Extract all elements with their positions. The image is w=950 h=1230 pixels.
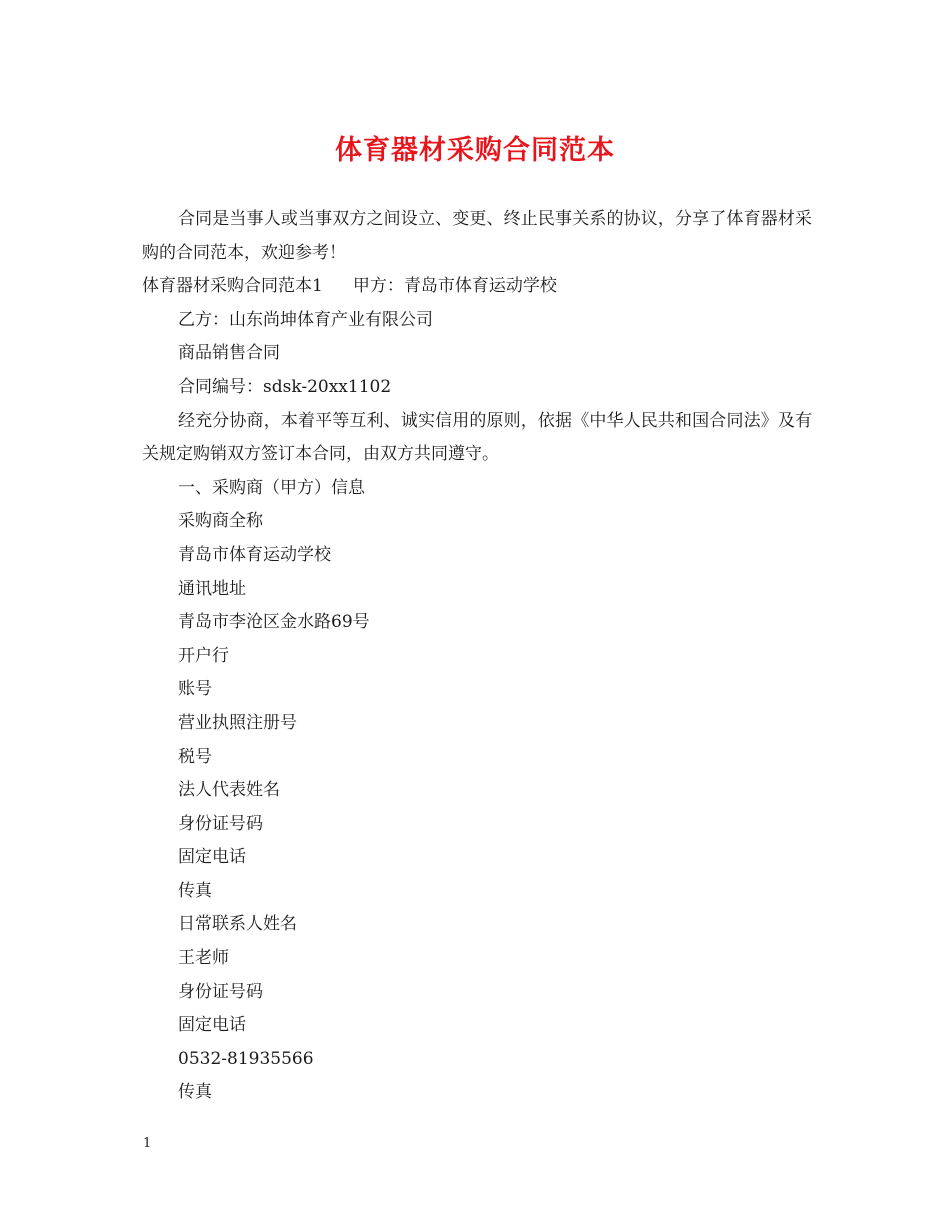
field-line: 身份证号码 — [178, 981, 263, 1002]
intro-paragraph: 合同是当事人或当事双方之间设立、变更、终止民事关系的协议，分享了体育器材采购的合同范本，欢迎参考！ — [142, 209, 812, 263]
contract-heading: 体育器材采购合同范本1 — [142, 276, 323, 297]
party-a-line: 甲方：青岛市体育运动学校 — [352, 276, 557, 297]
field-line: 传真 — [178, 880, 212, 901]
field-line: 王老师 — [178, 948, 229, 969]
field-line: 营业执照注册号 — [178, 712, 297, 733]
document-body — [142, 203, 812, 1110]
field-line: 采购商全称 — [178, 511, 263, 532]
field-line: 固定电话 — [178, 847, 246, 868]
field-line: 固定电话 — [178, 1015, 246, 1036]
field-line: 0532-81935566 — [178, 1048, 314, 1069]
field-line: 传真 — [178, 1082, 212, 1103]
field-line: 青岛市体育运动学校 — [178, 544, 331, 565]
field-line: 日常联系人姓名 — [178, 914, 297, 935]
field-line: 法人代表姓名 — [178, 780, 280, 801]
field-line: 青岛市李沧区金水路69号 — [178, 612, 370, 633]
party-b-line: 乙方：山东尚坤体育产业有限公司 — [178, 309, 433, 330]
field-line: 通讯地址 — [178, 578, 246, 599]
contract-number-line: 合同编号：sdsk-20xx1102 — [178, 376, 392, 397]
contract-type-line: 商品销售合同 — [178, 343, 280, 364]
contract-heading-line — [142, 270, 812, 304]
field-line: 开户行 — [178, 645, 229, 666]
negotiation-paragraph: 经充分协商，本着平等互利、诚实信用的原则，依据《中华人民共和国合同法》及有关规定购销双方签订本合同，由双方共同遵守。 — [142, 410, 812, 465]
field-line: 身份证号码 — [178, 813, 263, 834]
buyer-info-list — [142, 472, 812, 1110]
field-line: 账号 — [178, 679, 212, 700]
document-title: 体育器材采购合同范本 — [335, 135, 615, 166]
page-number: 1 — [143, 1136, 152, 1151]
field-line: 一、采购商（甲方）信息 — [178, 477, 365, 498]
field-line: 税号 — [178, 746, 212, 767]
